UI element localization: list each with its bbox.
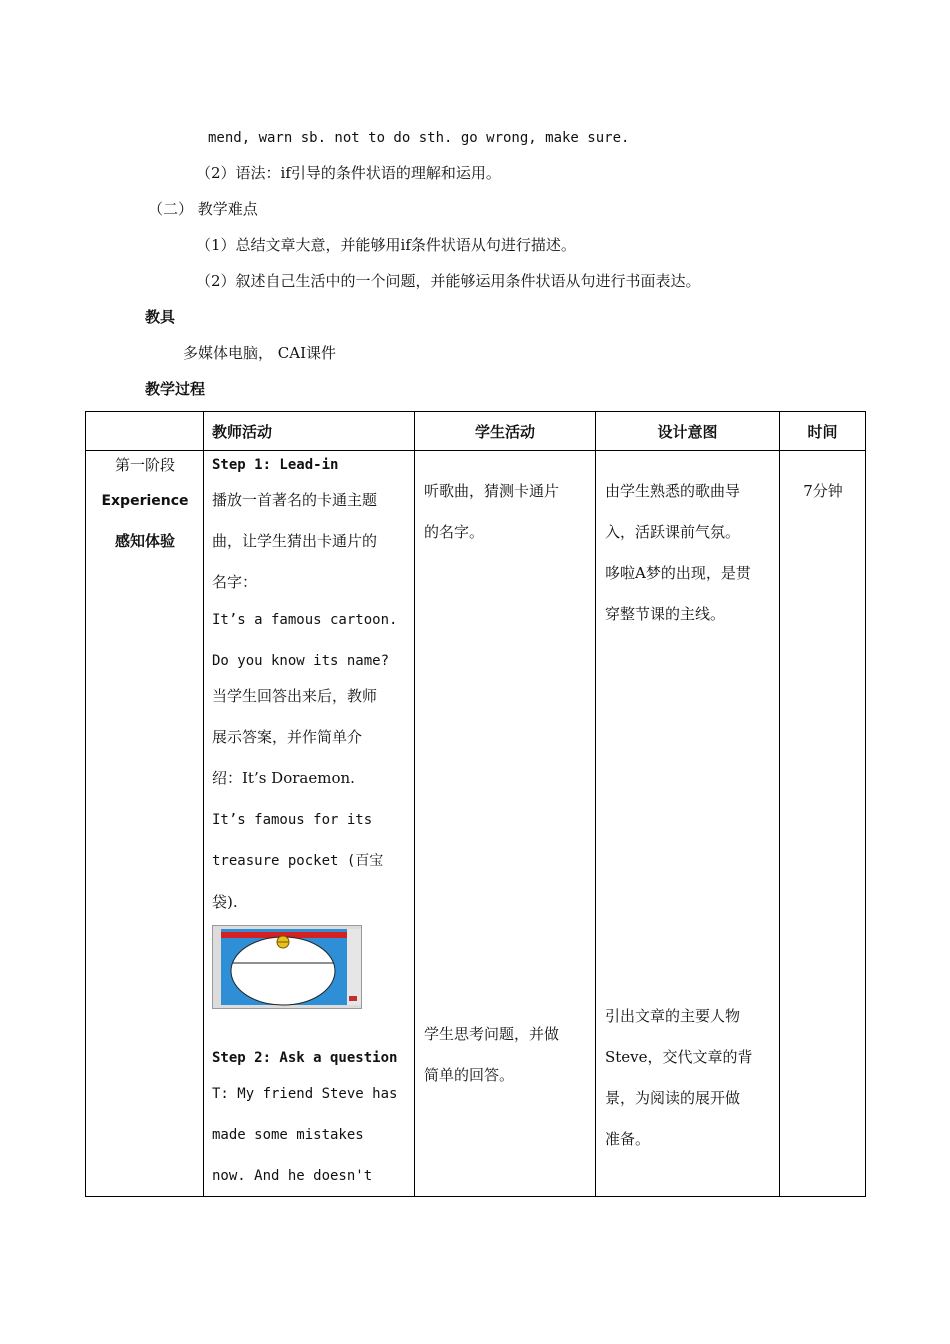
header-stage [86,412,204,451]
table-row [86,451,866,1197]
step2-line: made some mistakes [212,1127,364,1143]
doraemon-image [212,925,362,1009]
step1-line: 播放一首著名的卡通主题 [212,491,378,509]
purpose-line: 入，活跃课前气氛。 [605,523,741,541]
step2-line: T: My friend Steve has [212,1086,398,1102]
stage-chinese: 感知体验 [114,532,175,550]
student-line: 的名字。 [424,523,485,541]
header-student-activity: 学生活动 [415,412,596,451]
purpose-line: 穿整节课的主线。 [605,605,726,623]
time-cell [780,451,866,1197]
doraemon-face-icon [213,926,361,1008]
difficulty-item-1: （1）总结文章大意，并能够用if条件状语从句进行描述。 [196,236,576,254]
vocab-line: mend, warn sb. not to do sth. go wrong, make sure. [208,130,630,146]
step1-line: 当学生回答出来后，教师 [212,687,378,705]
purpose-line: Steve，交代文章的背 [605,1048,753,1066]
purpose-line: 引出文章的主要人物 [605,1007,741,1025]
student-activity-cell [415,451,596,1197]
purpose-line: 由学生熟悉的歌曲导 [605,482,741,500]
stage-english: Experience [101,493,189,509]
table-header-row [86,412,866,451]
stage-cell [86,451,204,1197]
step1-line: It’s famous for its [212,812,373,828]
difficulty-heading: （二） 教学难点 [148,200,258,218]
aids-heading: 教具 [145,308,176,326]
step1-line: treasure pocket (百宝 [212,853,384,869]
difficulty-item-2: （2）叙述自己生活中的一个问题，并能够运用条件状语从句进行书面表达。 [196,272,701,290]
student-line: 听歌曲，猜测卡通片 [424,482,560,500]
purpose-line: 哆啦A梦的出现，是贯 [605,564,751,582]
step1-line: 袋). [212,893,238,911]
step1-title: Step 1: Lead-in [212,457,339,473]
time-value: 7分钟 [803,482,843,500]
step1-line: 曲，让学生猜出卡通片的 [212,532,378,550]
lesson-plan-table [85,411,866,1197]
step1-line: It’s a famous cartoon. [212,612,398,628]
purpose-line: 景，为阅读的展开做 [605,1089,741,1107]
step1-line: 绍：It’s Doraemon. [212,769,355,787]
student-line: 简单的回答。 [424,1066,515,1084]
grammar-line: （2）语法：if引导的条件状语的理解和运用。 [196,164,501,182]
design-purpose-cell [596,451,780,1197]
aids-text: 多媒体电脑， CAI课件 [183,344,337,362]
purpose-line: 准备。 [605,1130,651,1148]
teacher-activity-cell [204,451,415,1197]
process-heading: 教学过程 [145,380,206,398]
stage-name: 第一阶段 [114,456,175,474]
step2-line: now. And he doesn't [212,1168,373,1184]
header-design-purpose: 设计意图 [596,412,780,451]
student-line: 学生思考问题，并做 [424,1025,560,1043]
step1-line: 展示答案，并作简单介 [212,728,363,746]
header-time: 时间 [780,412,866,451]
step1-line: 名字： [212,573,258,591]
step1-line: Do you know its name? [212,653,390,669]
header-teacher-activity: 教师活动 [204,412,415,451]
step2-title: Step 2: Ask a question [212,1050,398,1066]
